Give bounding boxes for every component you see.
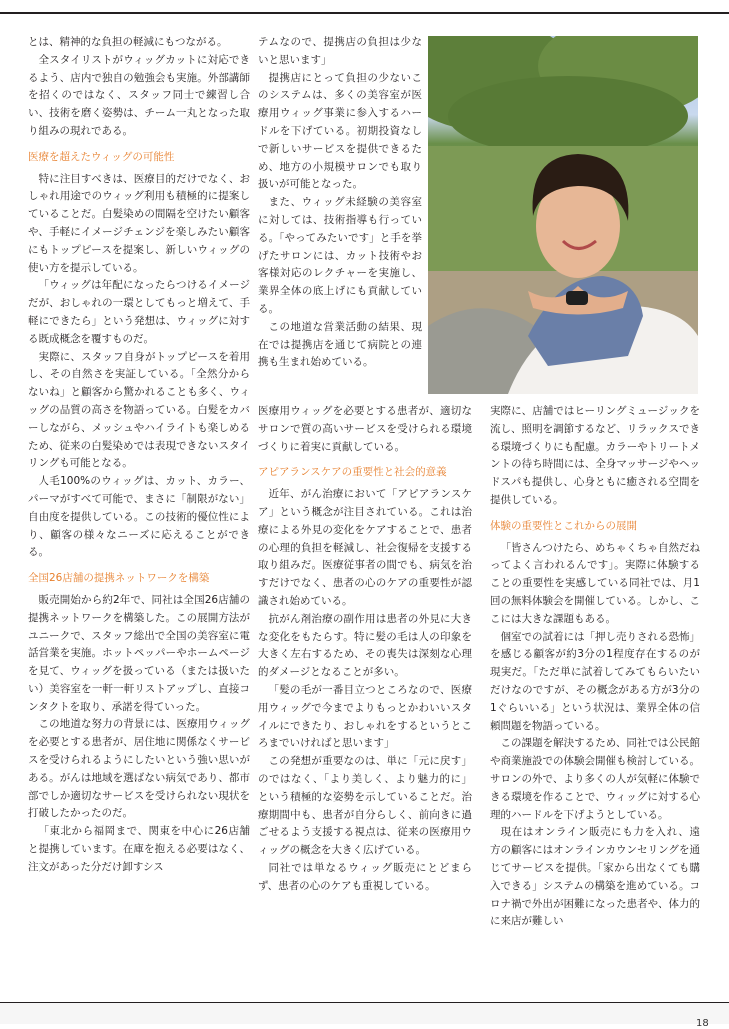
paragraph: 「髪の毛が一番目立つところなので、医療用ウィッグで今までよりもっとかわいいスタイルにできたり、おしゃれをするというところまでいければと思います」 (258, 683, 472, 750)
article-column-3 (490, 403, 700, 931)
article-column-2-lower (258, 403, 472, 896)
section-heading: 医療を超えたウィッグの可能性 (28, 150, 175, 163)
paragraph: 販売開始から約2年で、同社は全国26店舗の提携ネットワークを構築した。この展開方法がユニークで、スタッフ総出で全国の美容室に電話営業を実施。ホットペッパーやホームページを見て、ウィッグを扱っている（または扱いたい）美容室を一軒一軒リストアップし、直接コンタクトを取り、承諾を得ていった。 (28, 593, 250, 713)
paragraph: 近年、がん治療において「アピアランスケア」という概念が注目されている。これは治療による外見の変化をケアすることで、患者の心理的負担を軽減し、社会復帰を支援する取り組みだ。医療従事者の間でも、病気を治すだけでなく、患者の心のケアの重要性が認識され始めている。 (258, 488, 472, 607)
paragraph: 実際に、スタッフ自身がトップピースを着用し、その自然さを実証している。「全然分からないね」と顧客から驚かれることも多く、ウィッグの品質の高さを物語っている。白髪をカバーしながら、メッシュやハイライトも楽しめるため、従来の白髪染めでは表現できないスタイリングも可能となる。 (28, 350, 250, 470)
paragraph: 医療用ウィッグを必要とする患者が、適切なサロンで質の高いサービスを受けられる環境づくりに着実に貢献している。 (258, 405, 472, 453)
paragraph: 抗がん剤治療の副作用は患者の外見に大きな変化をもたらす。特に髪の毛は人の印象を大きく左右するため、その喪失は深刻な心理的ダメージとなることが多い。 (258, 612, 472, 679)
article-column-2-upper (258, 34, 422, 372)
paragraph: この地道な努力の背景には、医療用ウィッグを必要とする患者が、居住地に関係なくサービスを受けられるようにしたいという強い思いがある。がんは地域を選ばない病気であり、都市部でしか適切なサービスを受けられない現状を打破したかったのだ。 (28, 718, 250, 820)
paragraph: 「皆さんつけたら、めちゃくちゃ自然だねってよく言われるんです」。実際に体験することの重要性を実感している同社では、月1回の無料体験会を開催している。しかし、ここには大きな課題もある。 (490, 541, 700, 625)
paragraph: また、ウィッグ未経験の美容室に対しては、技術指導も行っている。「やってみたいです」と手を挙げたサロンには、カット技術やお客様対応のレクチャーを実施し、業界全体の底上げにも貢献している。 (258, 196, 422, 315)
person-photo-illustration (428, 36, 698, 394)
paragraph: 「ウィッグは年配になったらつけるイメージだが、おしゃれの一環としてもっと増えて、手軽にできたら」という発想は、ウィッグに対する既成概念を覆すものだ。 (28, 279, 250, 345)
paragraph: 全スタイリストがウィッグカットに対応できるよう、店内で独自の勉強会も実施。外部講師を招くのではなく、スタッフ同士で練習し合い、技術を磨く姿勢は、チーム一丸となった取り組みの現れである。 (28, 53, 250, 137)
paragraph: 同社では単なるウィッグ販売にとどまらず、患者の心のケアも重視している。 (258, 861, 472, 892)
paragraph: 個室での試着には「押し売りされる恐怖」を感じる顧客が約3分の1程度存在するのが現実だ。「ただ単に試着してみてもらいたいだけなのですが、その概念がある方が3分の1ぐらいいる」という状況は、業界全体の信頼問題を物語っている。 (490, 630, 700, 732)
paragraph: 「東北から福岡まで、関東を中心に26店舗と提携しています。在庫を抱える必要はなく、注文があった分だけ卸すシス (28, 825, 250, 873)
article-column-1 (28, 34, 250, 877)
section-heading: 体験の重要性とこれからの展開 (490, 519, 637, 532)
paragraph: 特に注目すべきは、医療目的だけでなく、おしゃれ用途でのウィッグ利用も積極的に提案していることだ。白髪染めの間隔を空けたい顧客や、手軽にイメージチェンジを楽しみたい顧客にもトップピースを提案し、新しいウィッグの使い方を提示している。 (28, 172, 250, 274)
section-heading: アピアランスケアの重要性と社会的意義 (258, 466, 447, 479)
paragraph: この地道な営業活動の結果、現在では提携店を通じて病院との連携も生まれ始めている。 (258, 320, 422, 369)
top-rule (0, 12, 729, 14)
paragraph: テムなので、提携店の負担は少ないと思います」 (258, 36, 422, 66)
paragraph: 現在はオンライン販売にも力を入れ、遠方の顧客にはオンラインカウンセリングを通じてサービスを提供。「家から出なくても購入できる」システムの構築を進めている。コロナ禍で外出が困難になった患者や、体力的に来店が難しい (490, 826, 700, 928)
paragraph: とは、精神的な負担の軽減にもつながる。 (28, 36, 228, 48)
paragraph: 提携店にとって負担の少ないこのシステムは、多くの美容室が医療用ウィッグ事業に参入するハードルを下げている。初期投資なしで新しいサービスを提供できるため、地方の小規模サロンでも取り扱いが可能となった。 (258, 71, 422, 191)
person-photo (428, 36, 698, 394)
footer-band (0, 1003, 729, 1024)
paragraph: この発想が重要なのは、単に「元に戻す」のではなく、「より美しく、より魅力的に」という積極的な姿勢を示していることだ。治療期間中も、患者が自分らしく、前向きに過ごせるよう支援する視点は、従来の医療用ウィッグの概念を大きく広げている。 (258, 755, 472, 857)
page-number: 18 (696, 1018, 709, 1029)
section-heading: 全国26店舗の提携ネットワークを構築 (28, 572, 210, 585)
paragraph: この課題を解決するため、同社では公民館や商業施設での体験会開催も検討している。サロンの外で、より多くの人が気軽に体験できる環境を作ることで、ウィッグに対する心理的ハードルを下げようとしている。 (490, 737, 700, 821)
paragraph: 人毛100%のウィッグは、カット、カラー、パーマがすべて可能で、まさに「制限がない」自由度を提供している。この技術的優位性により、顧客の様々なニーズに応えることができる。 (28, 475, 250, 559)
paragraph: 実際に、店舗ではヒーリングミュージックを流し、照明を調節するなど、リラックスできる環境づくりにも配慮。カラーやトリートメントの待ち時間には、全身マッサージやヘッドスパも提供し、心身ともに癒される空間を提供している。 (490, 405, 700, 506)
